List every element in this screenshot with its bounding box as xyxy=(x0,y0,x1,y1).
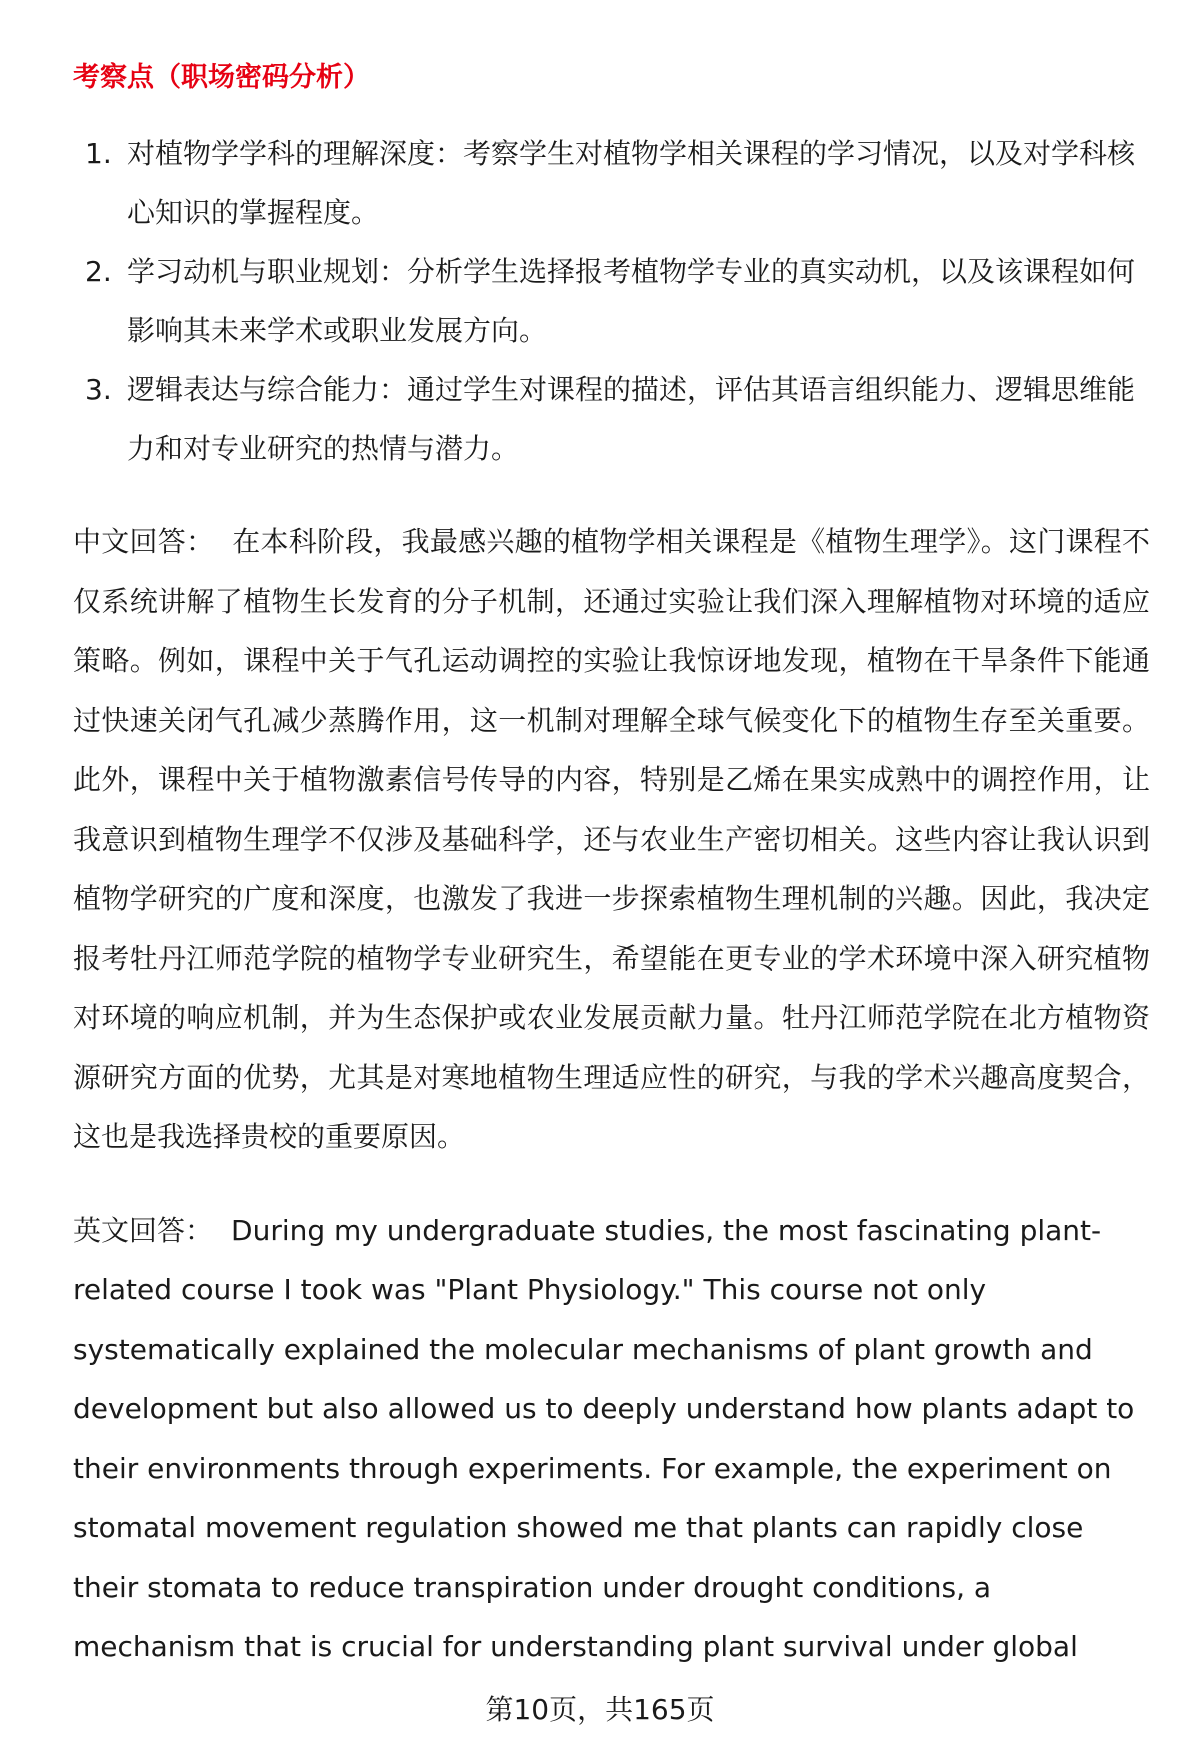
analysis-point-2 xyxy=(73,242,1150,360)
analysis-point-1 xyxy=(73,124,1150,242)
analysis-point-3 xyxy=(73,360,1150,478)
english-answer xyxy=(73,1201,1150,1677)
point-text: 学习动机与职业规划：分析学生选择报考植物学专业的真实动机，以及该课程如何影响其未来学术或职业发展方向。 xyxy=(127,255,1136,347)
chinese-answer xyxy=(73,512,1150,1167)
chinese-answer-text: 在本科阶段，我最感兴趣的植物学相关课程是《植物生理学》。这门课程不仅系统讲解了植物生长发育的分子机制，还通过实验让我们深入理解植物对环境的适应策略。例如，课程中关于气孔运动调控的实验让我惊讶地发现，植物在干旱条件下能通过快速关闭气孔减少蒸腾作用，这一机制对理解全球气候变化下的植物生存至关重要。此外，课程中关于植物激素信号传导的内容，特别是乙烯在果实成熟中的调控作用，让我意识到植物生理学不仅涉及基础科学，还与农业生产密切相关。这些内容让我认识到植物学研究的广度和深度，也激发了我进一步探索植物生理机制的兴趣。因此，我决定报考牡丹江师范学院的植物学专业研究生，希望能在更专业的学术环境中深入研究植物对环境的响应机制，并为生态保护或农业发展贡献力量。牡丹江师范学院在北方植物资源研究方面的优势，尤其是对寒地植物生理适应性的研究，与我的学术兴趣高度契合，这也是我选择贵校的重要原因。 xyxy=(73,525,1150,1153)
point-text: 对植物学学科的理解深度：考察学生对植物学相关课程的学习情况，以及对学科核心知识的掌握程度。 xyxy=(127,137,1136,229)
point-text: 逻辑表达与综合能力：通过学生对课程的描述，评估其语言组织能力、逻辑思维能力和对专业研究的热情与潜力。 xyxy=(127,373,1136,465)
point-number: 1. xyxy=(85,137,112,170)
point-number: 3. xyxy=(85,373,112,406)
point-number: 2. xyxy=(85,255,112,288)
english-answer-label: 英文回答： xyxy=(73,1213,214,1247)
analysis-point-list xyxy=(73,124,1150,478)
section-title: 考察点（职场密码分析） xyxy=(73,62,370,93)
page-number-footer: 第10页，共165页 xyxy=(485,1693,715,1726)
english-answer-text: During my undergraduate studies, the most fascinating plant-related course I took was "Plant Physiology." This course not only systematically explained the molecular mechanisms of plant growth and development but also allowed us to deeply understand how plants adapt to their environments through experiments. For example, the experiment on stomatal movement regulation showed me that plants can rapidly close their stomata to reduce transpiration under drought conditions, a mechanism that is crucial for understanding plant survival under global xyxy=(73,1213,1135,1663)
chinese-answer-label: 中文回答： xyxy=(73,525,215,558)
